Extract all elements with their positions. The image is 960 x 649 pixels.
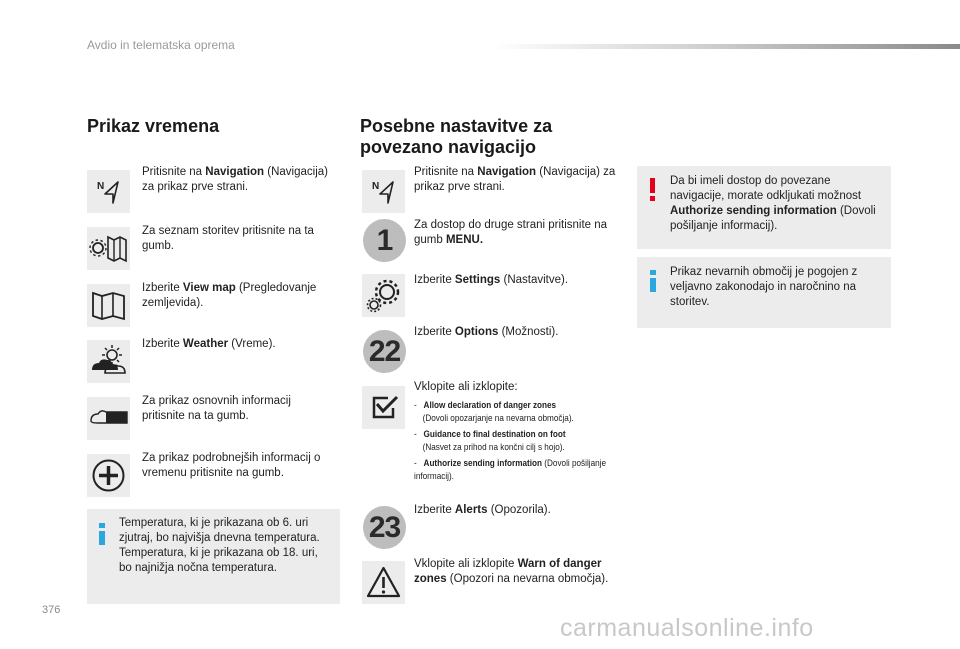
step-badge-1: 1: [363, 219, 406, 262]
warning-text: Da bi imeli dostop do povezane navigacije, morate odkljukati možnost Authorize sending information (Dovoli pošiljanje informacij).: [670, 175, 876, 232]
weather-step-4: Izberite Weather (Vreme).: [142, 338, 276, 350]
nav-step-5: Vklopite ali izklopite:: [414, 381, 518, 393]
weather-step-1: Pritisnite na Navigation (Navigacija) za prikaz prve strani.: [142, 166, 328, 193]
weather-step-6: Za prikaz podrobnejših informacij o vremenu pritisnite na gumb.: [142, 452, 321, 479]
settings-gear-icon: [362, 274, 405, 317]
step-badge-22: 22: [363, 330, 406, 373]
section-header: Avdio in telematska oprema: [87, 38, 235, 52]
list-item: - Authorize sending information (Dovoli pošiljanje informacij).: [414, 458, 607, 482]
nav-step-6: Izberite Alerts (Opozorila).: [414, 504, 551, 516]
info-text: Prikaz nevarnih območij je pogojen z veljavno zakonodajo in naročnino na storitev.: [670, 266, 858, 308]
nav-step-1: Pritisnite na Navigation (Navigacija) za prikaz prve strani.: [414, 166, 616, 193]
nav-step-3: Izberite Settings (Nastavitve).: [414, 274, 569, 286]
weather-step-2: Za seznam storitev pritisnite na ta gumb.: [142, 225, 314, 252]
info-icon: [650, 270, 657, 292]
list-item: - Guidance to final destination on foot (Nasvet za prihod na končni cilj s hojo).: [414, 429, 566, 453]
warning-triangle-icon: [362, 561, 405, 604]
weather-section-title: Prikaz vremena: [87, 116, 220, 136]
temperature-info-panel: [87, 509, 340, 604]
nav-step-2: Za dostop do druge strani pritisnite na gumb MENU.: [414, 219, 608, 246]
info-icon: [99, 523, 106, 545]
plus-icon: [87, 454, 130, 497]
warning-icon: [650, 178, 656, 202]
navigation-icon: [362, 170, 405, 213]
toggle-options-list: [414, 399, 624, 483]
list-item: - Allow declaration of danger zones (Dovoli opozarjanje na nevarna območja).: [414, 400, 574, 424]
weather-icon: [87, 340, 130, 383]
connected-nav-title: Posebne nastavitve za povezano navigacijo: [360, 116, 553, 157]
svg-text:N: N: [372, 181, 380, 192]
nav-step-7: Vklopite ali izklopite Warn of danger zones (Opozori na nevarna območja).: [414, 558, 609, 585]
header-rule: [490, 44, 960, 49]
step-badge-23: 23: [363, 506, 406, 549]
watermark: carmanualsonline.info: [560, 614, 814, 642]
temperature-info-text: Temperatura, ki je prikazana ob 6. uri zjutraj, bo najvišja dnevna temperatura. Temperatura, ki je prikazana ob 18. uri, bo najnižja nočna temperatura.: [119, 517, 320, 574]
svg-text:N: N: [97, 181, 105, 192]
basic-weather-info-button: [87, 397, 130, 440]
checkbox-icon: [362, 386, 405, 429]
services-icon: [87, 227, 130, 270]
weather-step-5: Za prikaz osnovnih informacij pritisnite na ta gumb.: [142, 395, 291, 422]
nav-step-4: Izberite Options (Možnosti).: [414, 326, 559, 338]
page-number: 376: [42, 604, 61, 616]
warning-panel: [637, 166, 891, 249]
map-icon: [87, 284, 130, 327]
info-panel: [637, 257, 891, 328]
navigation-icon: [87, 170, 130, 213]
weather-step-3: Izberite View map (Pregledovanje zemljevida).: [142, 282, 317, 309]
